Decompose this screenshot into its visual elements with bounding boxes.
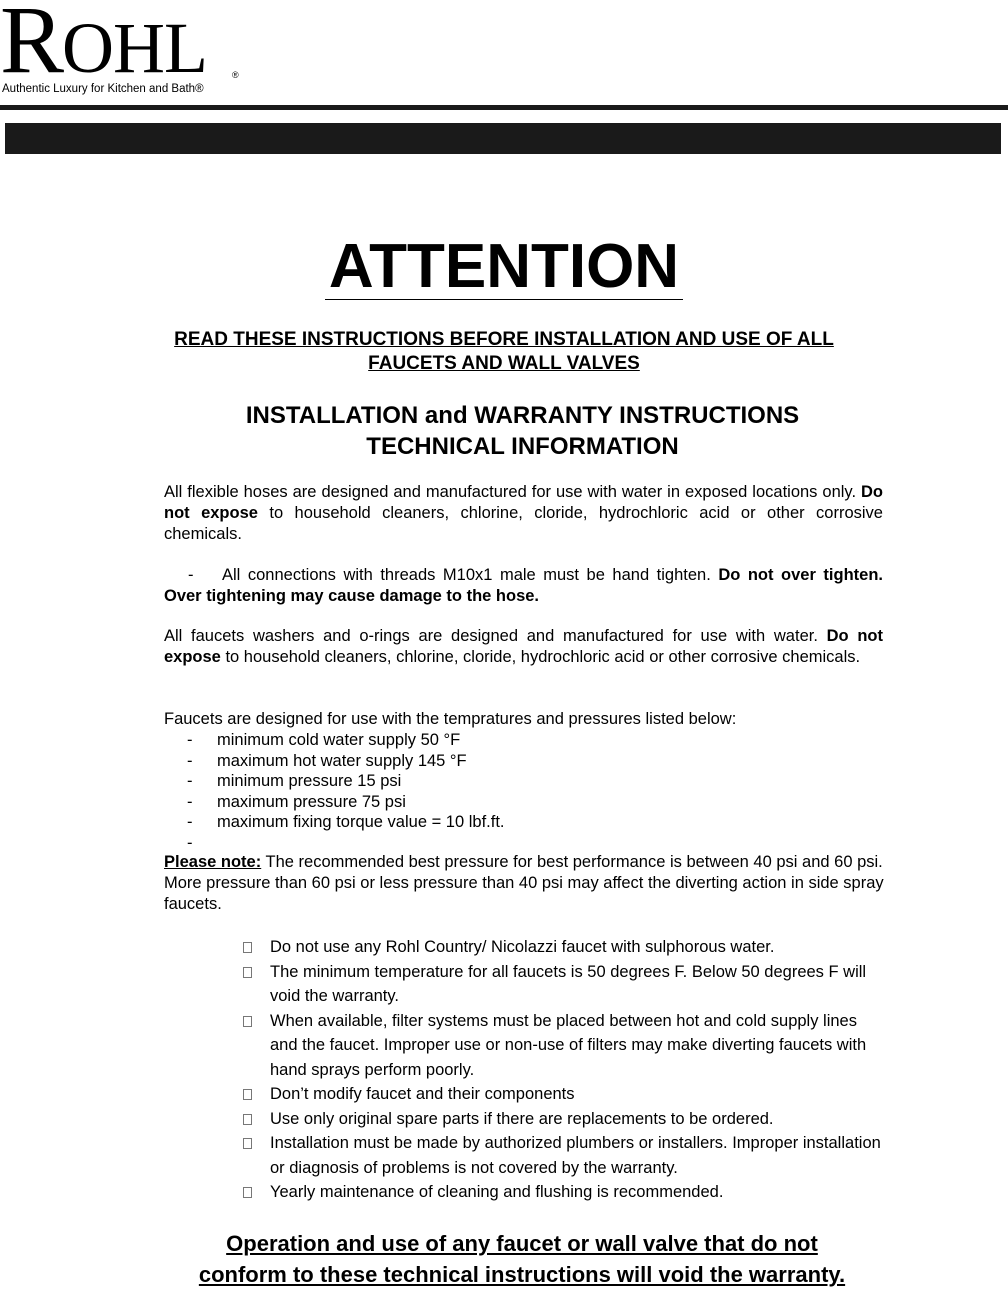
list-item: -	[187, 833, 193, 852]
logo-tagline: Authentic Luxury for Kitchen and Bath®	[2, 83, 204, 95]
checkbox-bullet-icon	[243, 1187, 252, 1198]
checkbox-bullet-icon	[243, 1016, 252, 1027]
logo-small-letters: OHL	[62, 8, 208, 88]
list-item: The minimum temperature for all faucets is 50 degrees F. Below 50 degrees F will void the warranty.	[243, 960, 883, 1009]
header-rule	[0, 105, 1008, 110]
page-title: ATTENTION	[0, 232, 1008, 302]
list-item: When available, filter systems must be placed between hot and cold supply lines and the faucet. Improper use or non-use of filters may make diverting faucets with hand sprays perform poorly.	[243, 1009, 883, 1083]
section-heading	[0, 400, 1008, 462]
subtitle	[0, 328, 1008, 376]
warning-line-2: conform to these technical instructions will void the warranty.	[198, 1262, 846, 1287]
washers-paragraph: All faucets washers and o-rings are designed and manufactured for use with water. Do not expose to household cleaners, chlorine, cloride, hydrochloric acid or other corrosive chemicals.	[164, 627, 883, 666]
list-item: Do not use any Rohl Country/ Nicolazzi faucet with sulphorous water.	[243, 935, 883, 960]
specs-list	[187, 730, 505, 853]
list-item: - minimum cold water supply 50 °F	[187, 731, 461, 749]
requirements-list	[243, 935, 883, 1205]
checkbox-bullet-icon	[243, 967, 252, 978]
list-item: Don’t modify faucet and their components	[243, 1082, 883, 1107]
subtitle-line-1: READ THESE INSTRUCTIONS BEFORE INSTALLATION AND USE OF ALL	[174, 329, 834, 350]
list-item: - minimum pressure 15 psi	[187, 772, 402, 790]
header-black-bar	[5, 123, 1001, 154]
list-item: - maximum fixing torque value = 10 lbf.ft.	[187, 813, 505, 831]
connections-paragraph: - All connections with threads M10x1 male must be hand tighten. Do not over tighten. Over tightening may cause damage to the hose.	[164, 566, 883, 605]
note-paragraph: Please note: The recommended best pressure for best performance is between 40 psi and 60 psi. More pressure than 60 psi or less pressure than 40 psi may affect the diverting action in side spray faucets.	[164, 853, 884, 913]
heading-line-2: TECHNICAL INFORMATION	[366, 433, 679, 460]
subtitle-line-2: FAUCETS AND WALL VALVES	[368, 353, 640, 374]
list-item: Installation must be made by authorized plumbers or installers. Improper installation or diagnosis of problems is not covered by the warranty.	[243, 1131, 883, 1180]
checkbox-bullet-icon	[243, 942, 252, 953]
checkbox-bullet-icon	[243, 1114, 252, 1125]
list-item: - maximum hot water supply 145 °F	[187, 751, 467, 770]
list-item: - maximum pressure 75 psi	[187, 792, 406, 811]
heading-line-1: INSTALLATION and WARRANTY INSTRUCTIONS	[245, 402, 800, 429]
warning-line-1: Operation and use of any faucet or wall valve that do not	[226, 1231, 818, 1256]
warranty-warning	[0, 1228, 1008, 1290]
hoses-paragraph: All flexible hoses are designed and manufactured for use with water in exposed locations only. Do not expose to household cleaners, chlorine, cloride, hydrochloric acid or other corrosive chemicals.	[164, 483, 883, 543]
logo-big-r: R	[0, 0, 63, 93]
specs-intro: Faucets are designed for use with the tempratures and pressures listed below:	[164, 710, 737, 728]
logo-wordmark	[0, 0, 207, 96]
checkbox-bullet-icon	[243, 1089, 252, 1100]
registered-mark: ®	[232, 70, 239, 80]
list-item: Yearly maintenance of cleaning and flushing is recommended.	[243, 1180, 883, 1205]
list-item: Use only original spare parts if there are replacements to be ordered.	[243, 1107, 883, 1132]
checkbox-bullet-icon	[243, 1138, 252, 1149]
note-label: Please note:	[164, 853, 262, 871]
